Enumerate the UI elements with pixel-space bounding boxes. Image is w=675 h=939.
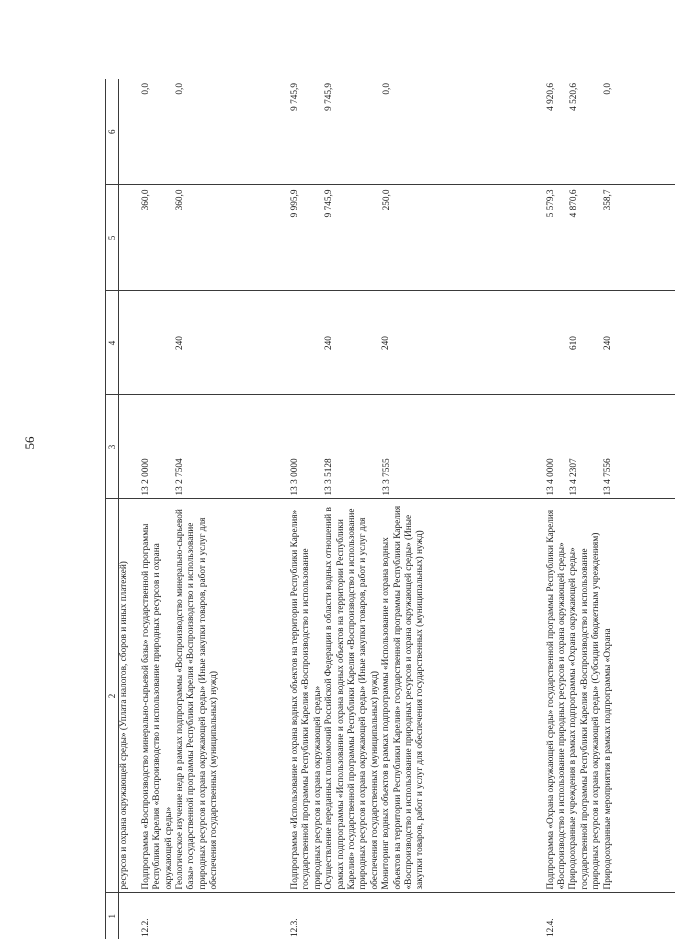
row-description-cell bbox=[290, 499, 546, 893]
row-description-cell bbox=[119, 499, 141, 893]
column-header: 6 bbox=[106, 79, 119, 185]
amount-col6: 9 745,9 bbox=[290, 83, 301, 182]
amount-col6: 0,0 bbox=[603, 83, 614, 182]
column-header: 1 bbox=[106, 893, 119, 939]
column-number-row bbox=[106, 79, 119, 939]
target-article-code: 13 3 0000 bbox=[290, 399, 301, 496]
amount-col5-cell bbox=[141, 185, 290, 291]
amount-col6-cell bbox=[546, 79, 675, 185]
rotated-table-sheet bbox=[105, 79, 675, 939]
target-article-code-cell bbox=[141, 395, 290, 499]
amount-col5: 250,0 bbox=[382, 190, 393, 288]
column-header: 3 bbox=[106, 395, 119, 499]
amount-col5-cell bbox=[290, 185, 546, 291]
amount-col6-cell bbox=[119, 79, 141, 185]
expense-type-code-cell bbox=[119, 291, 141, 395]
row-description-cell bbox=[141, 499, 290, 893]
table-body bbox=[119, 79, 675, 939]
target-article-code-cell bbox=[546, 395, 675, 499]
section-number: 12.4. bbox=[546, 893, 675, 939]
row-description: Геологическое изучение недр в рамках подпрограммы «Воспроизводство минерально-сырьевой базы» государственной программы Республики Карелия «Воспроизводство и использование природных ресурсов и охрана окружающей среды» (Иные закупки товаров, работ и услуг для обеспечения государственных (муниципальных) нужд) bbox=[175, 503, 221, 890]
target-article-code-cell bbox=[119, 395, 141, 499]
amount-col5-cell bbox=[546, 185, 675, 291]
row-description: Природоохранные учреждения в рамках подпрограммы «Охрана окружающей среды» государственной программы Республики Карелия «Воспроизводство и использование природных ресурсов и охрана окружающей среды» (Субсидии бюджетным учреждениям) bbox=[568, 503, 602, 890]
section-number: 12.3. bbox=[290, 893, 546, 939]
target-article-code: 13 2 0000 bbox=[141, 399, 152, 496]
target-article-code: 13 4 2307 bbox=[569, 399, 580, 496]
column-header: 4 bbox=[106, 291, 119, 395]
row-description-cell bbox=[546, 499, 675, 893]
amount-col5: 360,0 bbox=[141, 190, 152, 288]
row-description: Мониторинг водных объектов в рамках подпрограммы «Использование и охрана водных объектов на территории Республики Карелия» государственной программы Республики Карелия «Воспроизводство и использование природных ресурсов и охрана окружающей среды» (Иные закупки товаров, работ и услуг для обеспечения государственных (муниципальных) нужд) bbox=[381, 503, 427, 890]
table-row bbox=[290, 79, 546, 939]
budget-table bbox=[105, 79, 675, 939]
expense-type-code-cell bbox=[546, 291, 675, 395]
amount-col5: 4 870,6 bbox=[569, 190, 580, 288]
column-header: 5 bbox=[106, 185, 119, 291]
target-article-code: 13 2 7504 bbox=[175, 399, 186, 496]
expense-type-code: 240 bbox=[603, 295, 614, 392]
amount-col6: 0,0 bbox=[175, 83, 186, 182]
amount-col6: 9 745,9 bbox=[324, 83, 335, 182]
row-description: Подпрограмма «Воспроизводство минерально-сырьевой базы» государственной программы Республики Карелия «Воспроизводство и использование природных ресурсов и охрана окружающей среды» bbox=[141, 503, 175, 890]
column-header: 2 bbox=[106, 499, 119, 893]
table-row bbox=[141, 79, 290, 939]
amount-col5: 360,0 bbox=[175, 190, 186, 288]
target-article-code: 13 4 0000 bbox=[546, 399, 557, 496]
amount-col6: 4 520,6 bbox=[569, 83, 580, 182]
table-header bbox=[106, 79, 119, 939]
expense-type-code: 240 bbox=[324, 295, 335, 392]
expense-type-code-cell bbox=[290, 291, 546, 395]
expense-type-code: 240 bbox=[381, 295, 392, 392]
amount-col6: 0,0 bbox=[382, 83, 393, 182]
target-article-code: 13 4 7556 bbox=[603, 399, 614, 496]
target-article-code: 13 3 5128 bbox=[324, 399, 335, 496]
amount-col6-cell bbox=[290, 79, 546, 185]
amount-col5: 9 745,9 bbox=[324, 190, 335, 288]
section-number bbox=[119, 893, 141, 939]
amount-col6: 0,0 bbox=[141, 83, 152, 182]
target-article-code: 13 3 7555 bbox=[382, 399, 393, 496]
expense-type-code-cell bbox=[141, 291, 290, 395]
amount-col5-cell bbox=[119, 185, 141, 291]
amount-col6: 4 920,6 bbox=[546, 83, 557, 182]
amount-col5: 358,7 bbox=[603, 190, 614, 288]
row-description: Подпрограмма «Использование и охрана водных объектов на территории Республики Карелия» государственной программы Республики Карелия «Воспроизводство и использование природных ресурсов и охрана окружающей среды» bbox=[290, 503, 324, 890]
section-number: 12.2. bbox=[141, 893, 290, 939]
amount-col6-cell bbox=[141, 79, 290, 185]
row-description: Подпрограмма «Охрана окружающей среды» государственной программы Республики Карелия «Воспроизводство и использование природных ресурсов и охрана окружающей среды» bbox=[546, 503, 569, 890]
row-description: ресурсов и охрана окружающей среды» (Уплата налогов, сборов и иных платежей) bbox=[119, 503, 130, 890]
amount-col5: 9 995,9 bbox=[290, 190, 301, 288]
table-row bbox=[119, 79, 141, 939]
page-number: 56 bbox=[21, 423, 39, 463]
row-description: Природоохранные мероприятия в рамках подпрограммы «Охрана bbox=[603, 503, 614, 890]
expense-type-code: 610 bbox=[569, 295, 580, 392]
expense-type-code: 240 bbox=[175, 295, 186, 392]
table-row bbox=[546, 79, 675, 939]
row-description: Осуществление переданных полномочий Российской Федерации в области водных отношений в рамках подпрограммы «Использование и охрана водных объектов на территории Республики Карелия» государственной программы Республики Карелия «Воспроизводство и использование природных ресурсов и охрана окружающей среды» (Иные закупки товаров, работ и услуг для обеспечения государственных (муниципальных) нужд) bbox=[324, 503, 381, 890]
amount-col5: 5 579,3 bbox=[546, 190, 557, 288]
target-article-code-cell bbox=[290, 395, 546, 499]
